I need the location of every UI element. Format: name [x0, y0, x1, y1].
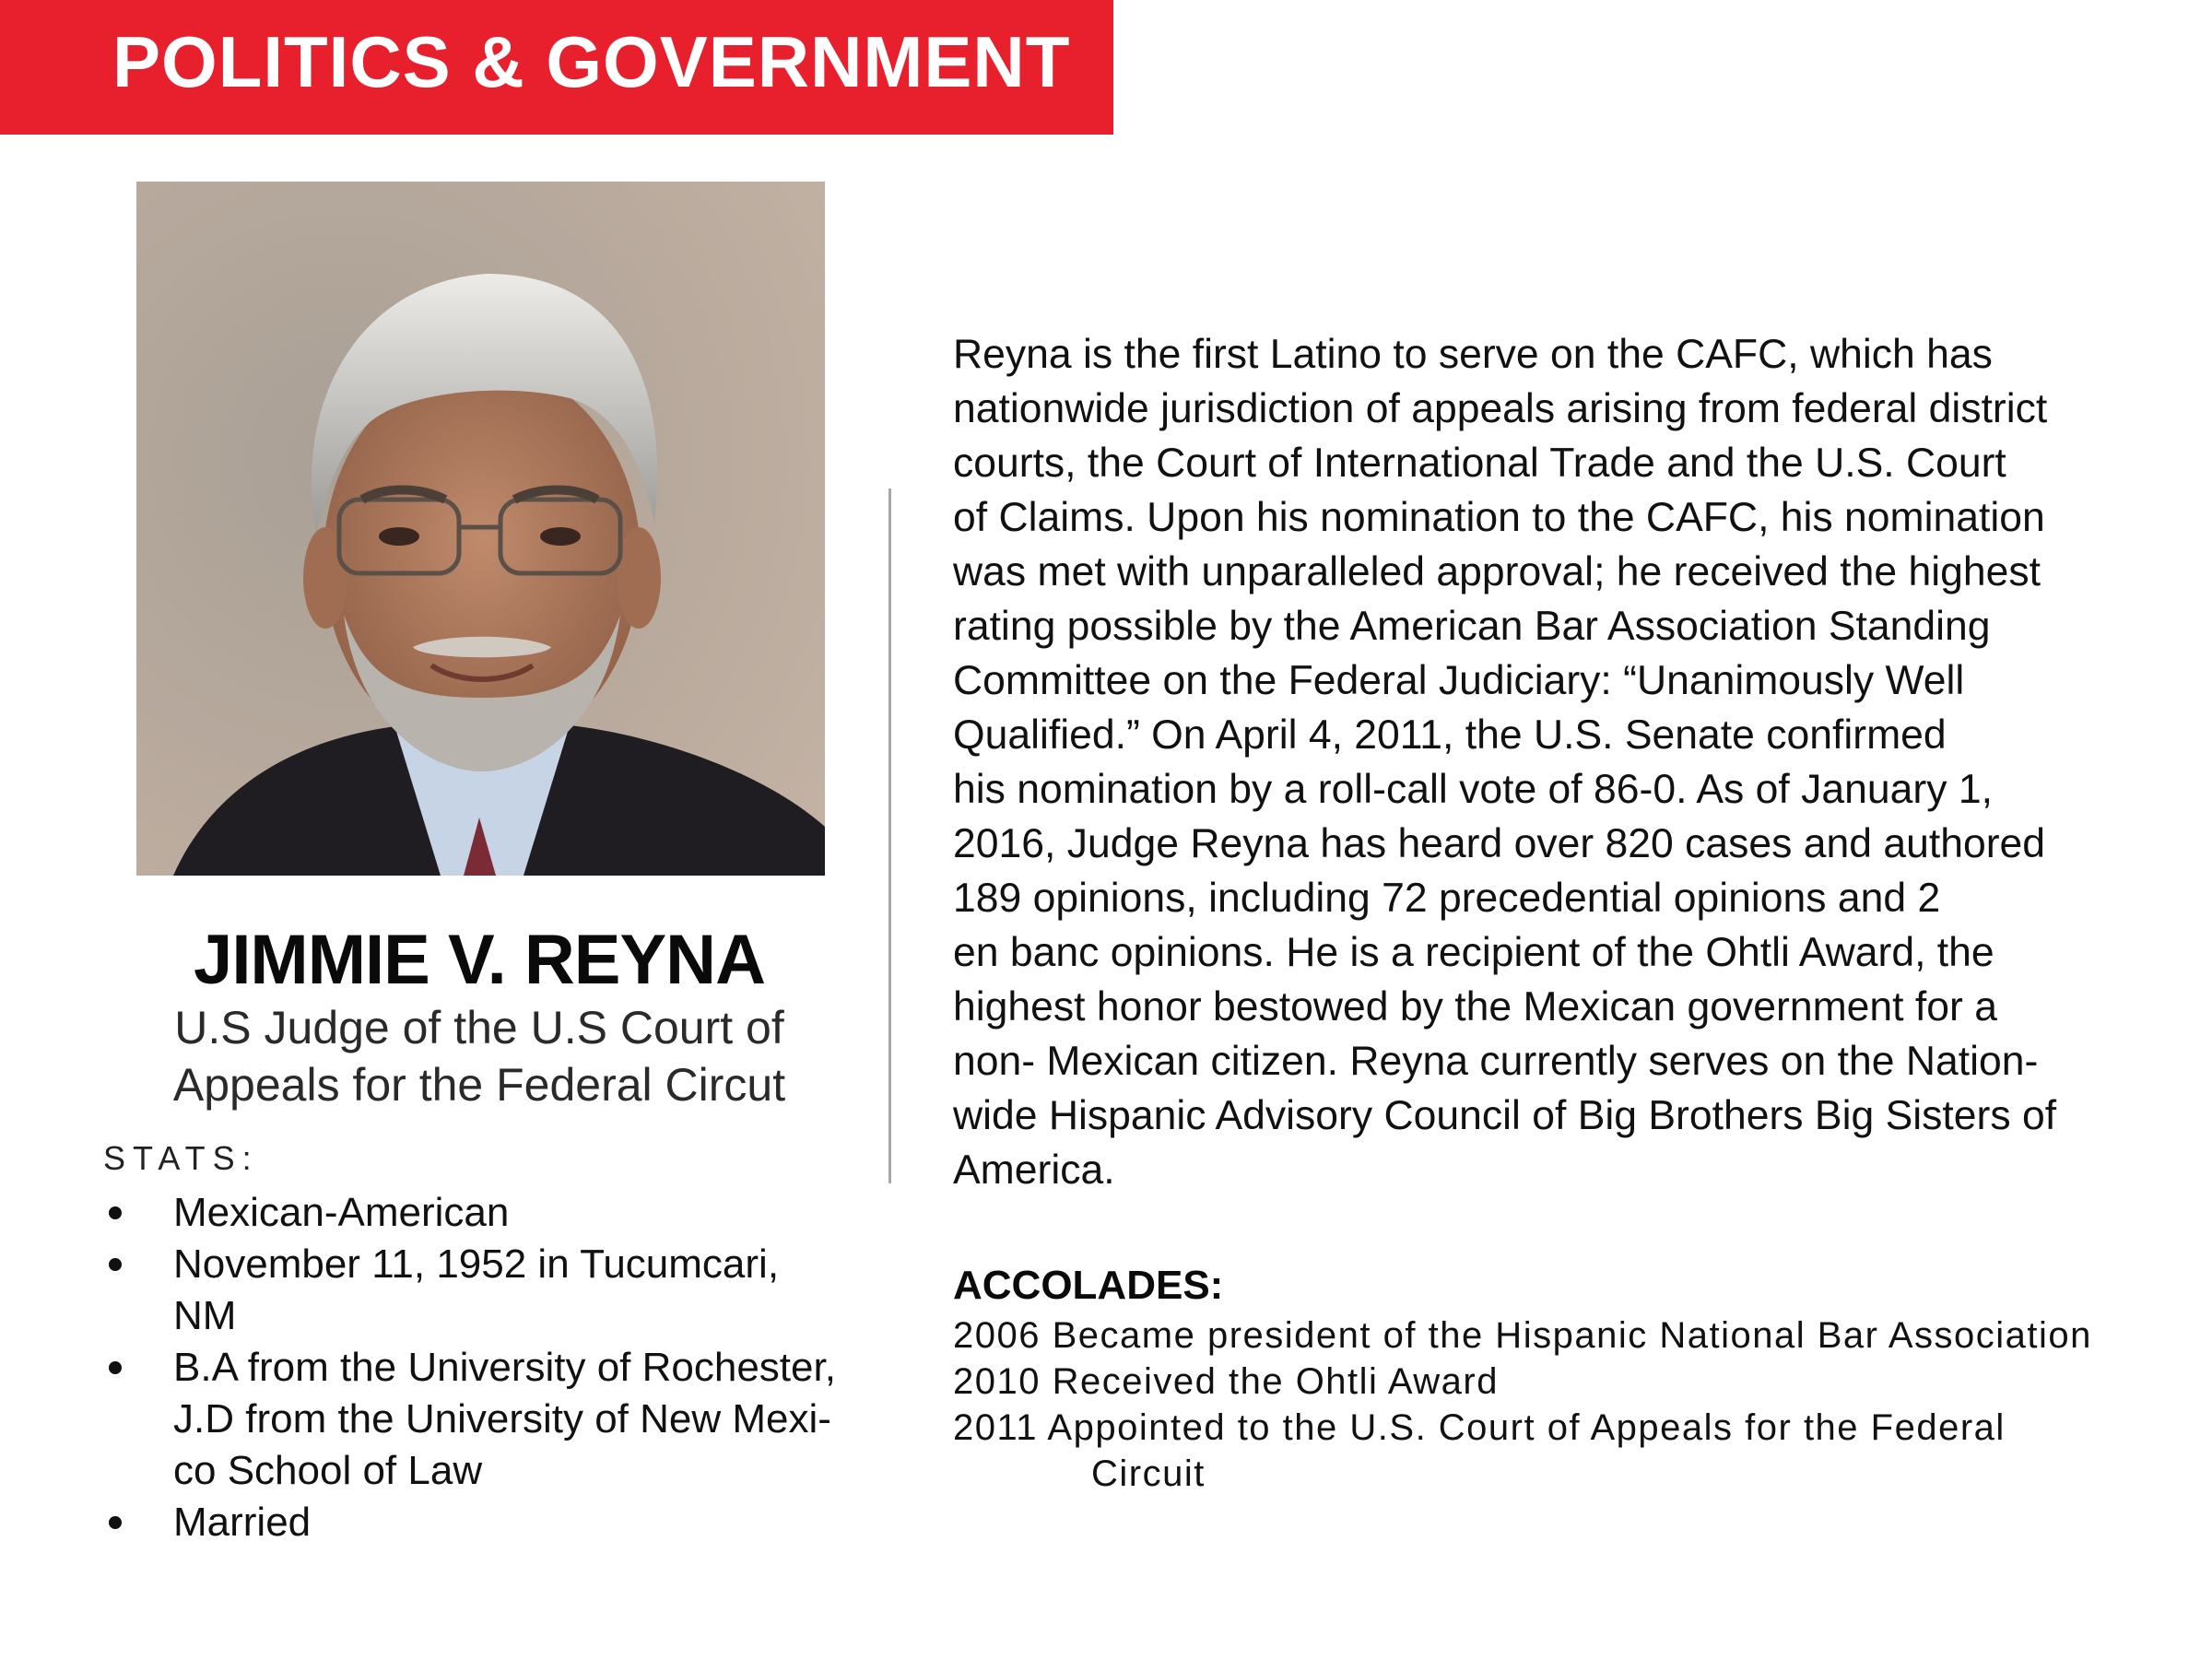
- stats-item-text: J.D from the University of New Mexi-: [173, 1396, 831, 1441]
- stats-item-text: co School of Law: [173, 1448, 483, 1493]
- accolade-item: 2006 Became president of the Hispanic National Bar Association: [953, 1315, 2092, 1356]
- bio-line: 189 opinions, including 72 precedential opinions and 2: [953, 876, 1941, 921]
- bullet-icon: [109, 1361, 122, 1374]
- bio-line: nationwide jurisdiction of appeals arising from federal district: [953, 386, 2048, 431]
- person-title: [92, 999, 866, 1113]
- bio-line: en banc opinions. He is a recipient of the Ohtli Award, the: [953, 930, 1994, 975]
- bio-line: wide Hispanic Advisory Council of Big Brothers Big Sisters of: [953, 1093, 2057, 1138]
- bio-line: of Claims. Upon his nomination to the CAFC, his nomination: [953, 495, 2045, 540]
- person-title-line: Appeals for the Federal Circut: [172, 1059, 786, 1111]
- portrait-photo: [136, 182, 825, 876]
- bio-line: 2016, Judge Reyna has heard over 820 cases and authored: [953, 821, 2046, 866]
- section-title: POLITICS & GOVERNMENT: [112, 21, 1071, 102]
- stats-item-text: B.A from the University of Rochester,: [173, 1345, 836, 1390]
- stats-item: [103, 1342, 877, 1497]
- bio-line: courts, the Court of International Trade and the U.S. Court: [953, 441, 2006, 486]
- stats-item-text: NM: [173, 1293, 237, 1338]
- person-name: JIMMIE V. REYNA: [194, 921, 765, 999]
- stats-list: [103, 1187, 877, 1548]
- stats-label: STATS:: [103, 1139, 259, 1177]
- accolade-item: 2011 Appointed to the U.S. Court of Appeals for the Federal Circuit: [953, 1407, 2006, 1494]
- column-divider: [888, 488, 891, 1183]
- bullet-icon: [109, 1258, 122, 1271]
- bullet-icon: [109, 1516, 122, 1529]
- bio-line: his nomination by a roll-call vote of 86-0. As of January 1,: [953, 767, 1993, 812]
- bullet-icon: [109, 1206, 122, 1219]
- stats-item-text: Married: [173, 1500, 312, 1545]
- accolades-list: [953, 1312, 2114, 1497]
- bio-line: Qualified.” On April 4, 2011, the U.S. Senate confirmed: [953, 712, 1947, 758]
- stats-item-text: November 11, 1952 in Tucumcari,: [173, 1241, 780, 1287]
- bio-line: rating possible by the American Bar Association Standing: [953, 604, 1991, 649]
- stats-item: [103, 1497, 877, 1548]
- accolade-item: 2010 Received the Ohtli Award: [953, 1361, 1499, 1402]
- bio-line: America.: [953, 1147, 1115, 1193]
- bio-line: Committee on the Federal Judiciary: “Unanimously Well: [953, 658, 1965, 703]
- bio-line: non- Mexican citizen. Reyna currently serves on the Nation-: [953, 1039, 2039, 1084]
- bio-line: highest honor bestowed by the Mexican government for a: [953, 984, 1997, 1030]
- bio-line: Reyna is the first Latino to serve on the CAFC, which has: [953, 332, 1993, 377]
- stats-item: [103, 1187, 877, 1239]
- person-title-line: U.S Judge of the U.S Court of: [174, 1002, 784, 1053]
- biography: [953, 327, 2096, 1197]
- section-banner: [0, 0, 1113, 135]
- stats-item: [103, 1239, 877, 1342]
- bio-line: was met with unparalleled approval; he received the highest: [953, 549, 2041, 594]
- stats-item-text: Mexican-American: [173, 1190, 510, 1235]
- accolades-title: ACCOLADES:: [953, 1263, 1224, 1308]
